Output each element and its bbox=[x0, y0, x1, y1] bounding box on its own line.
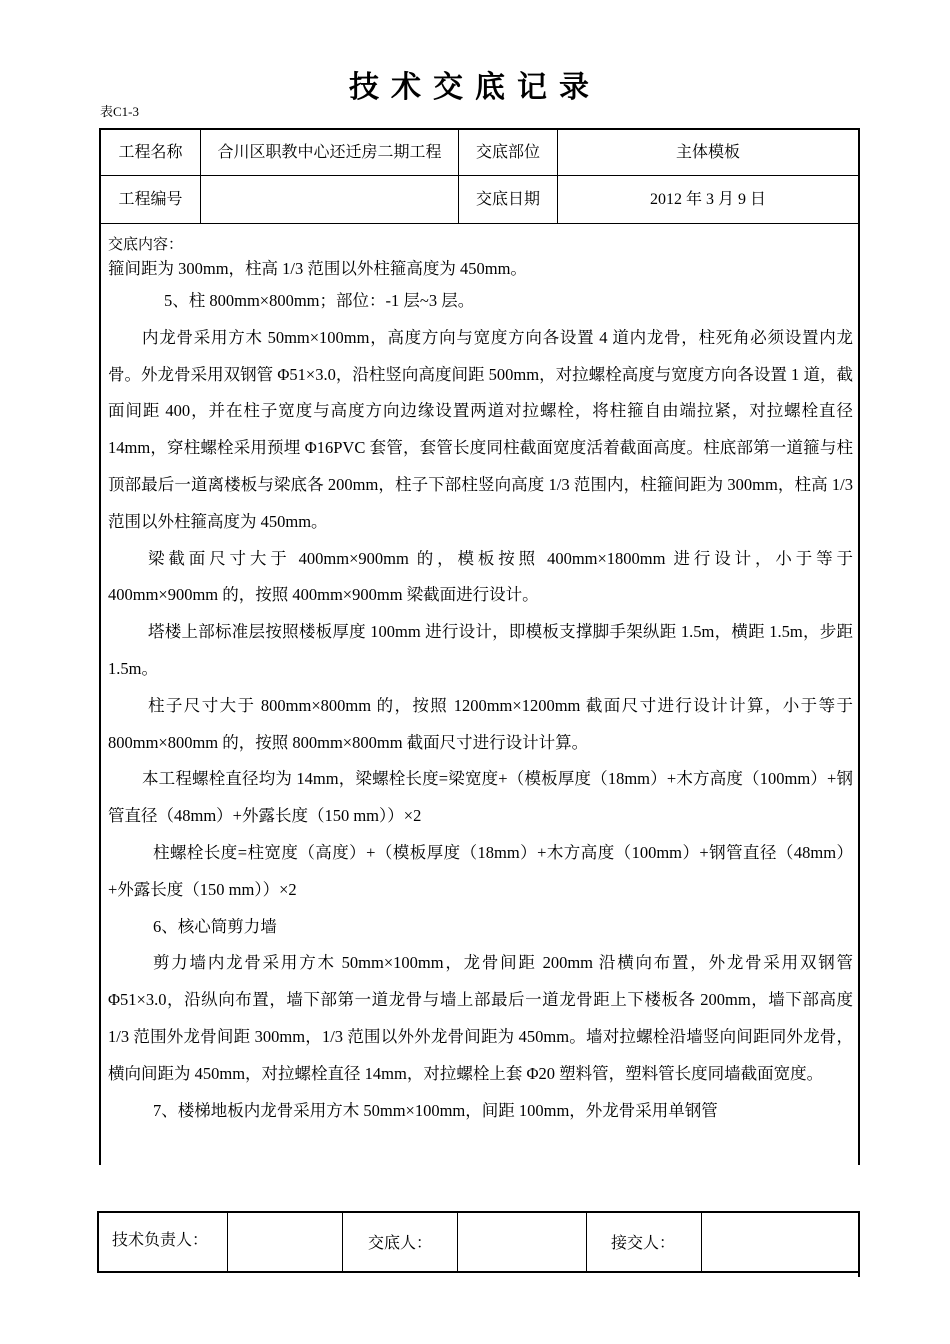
disclosure-content bbox=[108, 232, 853, 1129]
document-title: 技术交底记录 bbox=[349, 71, 601, 104]
content-paragraph: 6、核心筒剪力墙 bbox=[153, 916, 277, 936]
location-value: 主体模板 bbox=[675, 144, 740, 161]
content-paragraph: 箍间距为 300mm，柱高 1/3 范围以外柱箍高度为 450mm。 bbox=[108, 259, 527, 278]
content-paragraph: 本工程螺栓直径均为 14mm，梁螺栓长度=梁宽度+（模板厚度（18mm）+木方高度（100mm）+钢管直径（48mm）+外露长度（150 mm））×2 bbox=[108, 769, 853, 826]
receiver-label: 接交人： bbox=[611, 1235, 676, 1252]
tech-lead-label: 技术负责人： bbox=[112, 1232, 209, 1249]
content-paragraph: 柱螺栓长度=柱宽度（高度）+（模板厚度（18mm）+木方高度（100mm）+钢管直径（48mm）+外露长度（150 mm））×2 bbox=[108, 842, 853, 899]
project-name-label: 工程名称 bbox=[118, 144, 183, 161]
location-label: 交底部位 bbox=[475, 144, 540, 161]
content-paragraph: 5、柱 800mm×800mm；部位：-1 层~3 层。 bbox=[164, 291, 475, 310]
date-value: 2012 年 3 月 9 日 bbox=[649, 191, 766, 208]
discloser-label: 交底人： bbox=[368, 1235, 433, 1252]
content-paragraph: 内龙骨采用方木 50mm×100mm，高度方向与宽度方向各设置 4 道内龙骨，柱死角必须设置内龙骨。外龙骨采用双钢管 Φ51×3.0，沿柱竖向高度间距 500mm，对拉螺栓高度与宽度方向各设置 1 道，截面间距 400，并在柱子宽度与高度方向边缘设置两道对拉螺栓，将柱箍自由端拉紧，对拉螺栓直径 14mm，穿柱螺栓采用预埋 Φ16PVC 套管，套管长度同柱截面宽度活着截面高度。柱底部第一道箍与柱顶部最后一道离楼板与梁底各 200mm，柱子下部柱竖向高度 1/3 范围内，柱箍间距为 300mm，柱高 1/3 范围以外柱箍高度为 450mm。 bbox=[108, 327, 853, 531]
content-paragraph: 剪力墙内龙骨采用方木 50mm×100mm，龙骨间距 200mm 沿横向布置，外龙骨采用双钢管 Φ51×3.0，沿纵向布置，墙下部第一道龙骨与墙上部最后一道龙骨距上下楼板各 200mm，墙下部高度 1/3 范围外龙骨间距 300mm，1/3 范围以外外龙骨间距为 450mm。墙对拉螺栓沿墙竖向间距同外龙骨，横向间距为 450mm，对拉螺栓直径 14mm，对拉螺栓上套 Φ20 塑料管，塑料管长度同墙截面宽度。 bbox=[108, 953, 853, 1083]
content-paragraph: 柱子尺寸大于 800mm×800mm 的，按照 1200mm×1200mm 截面尺寸进行设计计算，小于等于 800mm×800mm 的，按照 800mm×800mm 截面尺寸进行设计计算。 bbox=[108, 695, 853, 752]
content-paragraph: 7、楼梯地板内龙骨采用方木 50mm×100mm，间距 100mm，外龙骨采用单钢管 bbox=[153, 1100, 718, 1120]
project-no-label: 工程编号 bbox=[118, 191, 183, 208]
form-number: 表C1-3 bbox=[100, 104, 140, 119]
date-label: 交底日期 bbox=[475, 191, 540, 208]
content-heading: 交底内容： bbox=[108, 237, 184, 253]
content-paragraph: 塔楼上部标准层按照楼板厚度 100mm 进行设计，即模板支撑脚手架纵距 1.5m，横距 1.5m，步距 1.5m。 bbox=[108, 622, 853, 678]
project-name-value: 合川区职教中心还迁房二期工程 bbox=[217, 144, 442, 161]
content-paragraph: 梁截面尺寸大于 400mm×900mm 的，模板按照 400mm×1800mm 进行设计，小于等于 400mm×900mm 的，按照 400mm×900mm 梁截面进行设计。 bbox=[108, 548, 853, 605]
